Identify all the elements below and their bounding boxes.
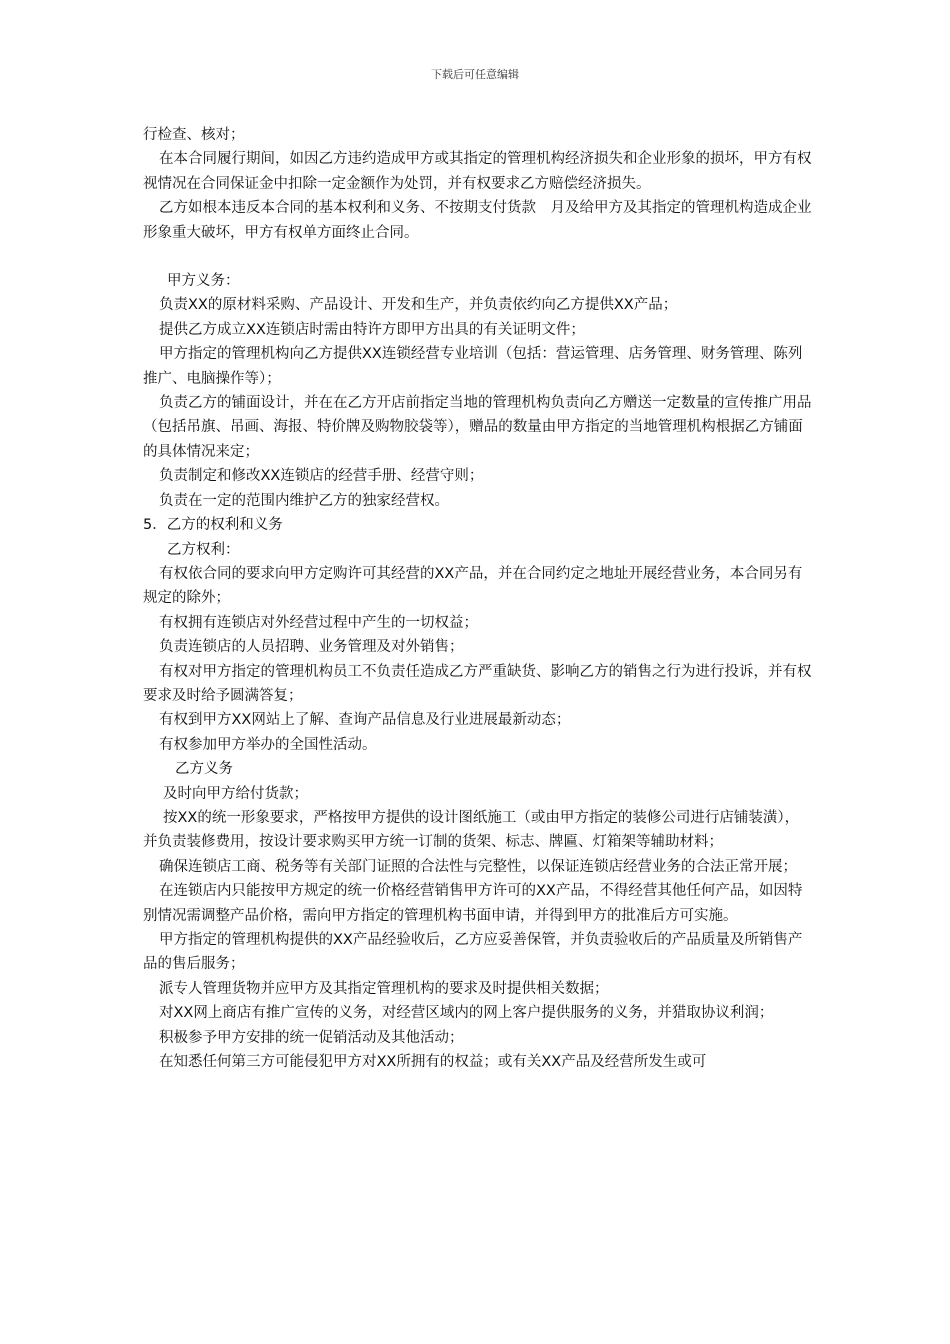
section-heading: 5．乙方的权利和义务 <box>143 517 283 534</box>
paragraph: 有权依合同的要求向甲方定购许可其经营的XX产品，并在合同约定之地址开展经营业务，本合同另有规定的除外； <box>143 565 803 607</box>
paragraph: 按XX的统一形象要求，严格按甲方提供的设计图纸施工（或由甲方指定的装修公司进行店铺装潢），并负责装修费用，按设计要求购买甲方统一订制的货架、标志、牌匾、灯箱架等辅助材料； <box>143 809 800 851</box>
paragraph: 有权对甲方指定的管理机构员工不负责任造成乙方严重缺货、影响乙方的销售之行为进行投诉，并有权要求及时给予圆满答复； <box>143 663 812 704</box>
paragraph: 及时向甲方给付货款； <box>163 785 308 802</box>
paragraph: 有权到甲方XX网站上了解、查询产品信息及行业进展最新动态； <box>159 712 571 729</box>
page-header: 下载后可任意编辑 <box>431 68 519 81</box>
paragraph: 有权拥有连锁店对外经营过程中产生的一切权益； <box>159 614 478 631</box>
paragraph: 提供乙方成立XX连锁店时需由特许方即甲方出具的有关证明文件； <box>159 321 585 338</box>
paragraph: 积极参予甲方安排的统一促销活动及其他活动； <box>159 1029 464 1046</box>
section-heading: 乙方权利： <box>167 541 240 558</box>
section-heading: 甲方义务： <box>167 273 240 290</box>
section-heading: 乙方义务 <box>175 761 233 778</box>
paragraph: 行检查、核对； <box>143 127 245 143</box>
paragraph: 负责制定和修改XX连锁店的经营手册、经营守则； <box>159 468 484 485</box>
paragraph: 对XX网上商店有推广宣传的义务，对经营区域内的网上客户提供服务的义务，并猎取协议利润； <box>159 1005 774 1022</box>
paragraph: 派专人管理货物并应甲方及其指定管理机构的要求及时提供相关数据； <box>159 980 609 997</box>
paragraph: 甲方指定的管理机构向乙方提供XX连锁经营专业培训（包括：营运管理、店务管理、财务管理、陈列推广、电脑操作等）； <box>143 346 803 387</box>
paragraph: 确保连锁店工商、税务等有关部门证照的合法性与完整性，以保证连锁店经营业务的合法正常开展； <box>159 858 797 875</box>
document-body <box>143 123 813 1074</box>
paragraph: 负责连锁店的人员招聘、业务管理及对外销售； <box>159 639 464 656</box>
paragraph: 负责乙方的铺面设计，并在在乙方开店前指定当地的管理机构负责向乙方赠送一定数量的宣传推广用品（包括吊旗、吊画、海报、特价牌及购物胶袋等），赠品的数量由甲方指定的当地管理机构根据乙方铺面的具体情况来定； <box>143 395 812 460</box>
paragraph: 负责XX的原材料采购、产品设计、开发和生产，并负责依约向乙方提供XX产品； <box>159 297 678 314</box>
paragraph: 在本合同履行期间，如因乙方违约造成甲方或其指定的管理机构经济损失和企业形象的损坏，甲方有权视情况在合同保证金中扣除一定金额作为处罚，并有权要求乙方赔偿经济损失。 <box>143 151 812 192</box>
paragraph: 有权参加甲方举办的全国性活动。 <box>159 736 377 753</box>
paragraph-gap <box>143 245 813 269</box>
paragraph: 负责在一定的范围内维护乙方的独家经营权。 <box>159 492 449 509</box>
paragraph: 甲方指定的管理机构提供的XX产品经验收后，乙方应妥善保管，并负责验收后的产品质量及所销售产品的售后服务； <box>143 932 803 973</box>
paragraph: 乙方如根本违反本合同的基本权利和义务、不按期支付货款 月及给甲方及其指定的管理机构造成企业形象重大破坏，甲方有权单方面终止合同。 <box>143 200 812 241</box>
paragraph: 在连锁店内只能按甲方规定的统一价格经营销售甲方许可的XX产品，不得经营其他任何产品，如因特别情况需调整产品价格，需向甲方指定的管理机构书面申请，并得到甲方的批准后方可实施。 <box>143 883 803 924</box>
paragraph: 在知悉任何第三方可能侵犯甲方对XX所拥有的权益；或有关XX产品及经营所发生或可 <box>159 1054 707 1071</box>
